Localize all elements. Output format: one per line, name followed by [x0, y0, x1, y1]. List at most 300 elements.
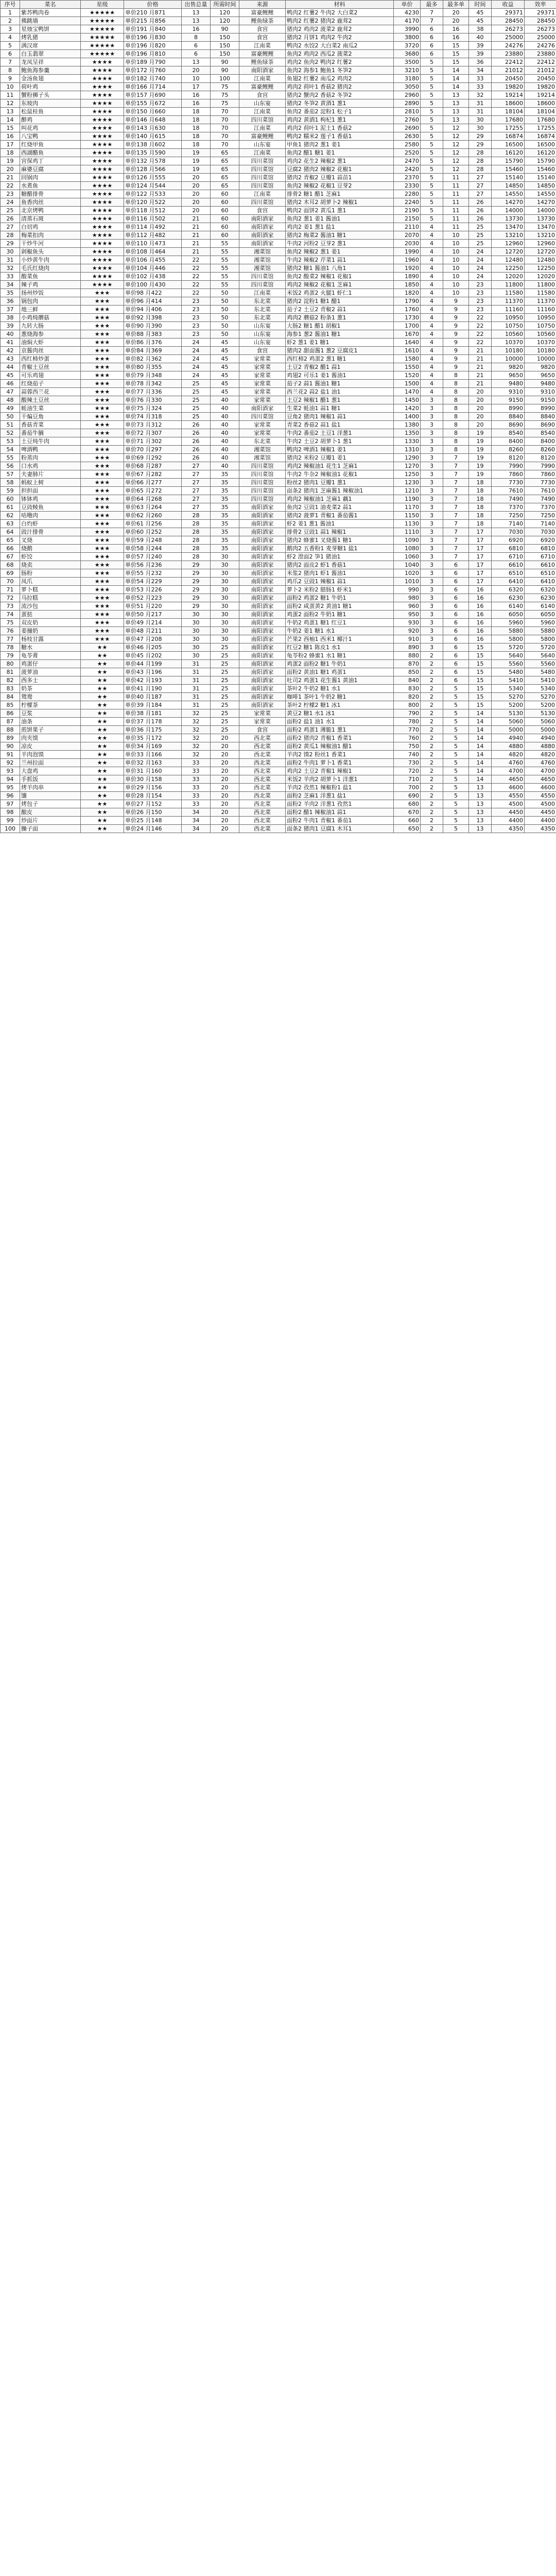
max-cell: 2	[421, 709, 443, 718]
time-cell: 24	[469, 256, 492, 264]
efficiency-cell: 4700	[525, 767, 556, 775]
row-index: 29	[1, 240, 20, 248]
time-cell: 16	[469, 619, 492, 627]
source-cell: 四川菜馆	[239, 116, 286, 124]
unit-cell: 3720	[394, 42, 421, 50]
price-cell: 单价126 月555	[124, 174, 182, 182]
max-cell: 4	[421, 338, 443, 347]
efficiency-cell: 5340	[525, 685, 556, 693]
unit-cell: 1670	[394, 330, 421, 338]
price-cell: 单价64 月268	[124, 495, 182, 503]
time-cell: 24	[469, 264, 492, 273]
row-index: 33	[1, 273, 20, 281]
table-row	[1, 726, 556, 734]
row-index: 66	[1, 545, 20, 553]
income-cell: 4400	[492, 817, 525, 825]
efficiency-cell: 8990	[525, 404, 556, 413]
efficiency-cell: 6610	[525, 561, 556, 569]
income-cell: 15790	[492, 157, 525, 165]
row-index: 36	[1, 297, 20, 306]
efficiency-cell: 5880	[525, 627, 556, 635]
time-cell: 36	[469, 58, 492, 66]
time-cell: 27	[469, 190, 492, 198]
max-cell: 3	[421, 512, 443, 520]
max-order-cell: 16	[443, 33, 469, 42]
dish-name: 兰州拉面	[20, 759, 81, 767]
sales-total: 21	[182, 231, 211, 240]
sales-total: 27	[182, 503, 211, 512]
row-index: 28	[1, 231, 20, 240]
column-header: 价格	[124, 1, 182, 9]
table-row	[1, 437, 556, 446]
star-rating: ★★★	[81, 536, 124, 545]
max-order-cell: 11	[443, 223, 469, 231]
source-cell: 食宫	[239, 347, 286, 355]
unit-cell: 1400	[394, 413, 421, 421]
dish-name: 土豆炖牛肉	[20, 437, 81, 446]
efficiency-cell: 5270	[525, 693, 556, 701]
max-order-cell: 8	[443, 429, 469, 437]
dish-name: 蚂蚁上树	[20, 479, 81, 487]
cook-time: 35	[211, 479, 239, 487]
price-cell: 单价90 月390	[124, 322, 182, 330]
dish-name: 粉蒸肉	[20, 454, 81, 462]
star-rating: ★★★	[81, 437, 124, 446]
materials-cell: 猪肉2 面皮2 虾1 香菇1	[286, 561, 394, 569]
max-order-cell: 6	[443, 586, 469, 594]
unit-cell: 1290	[394, 454, 421, 462]
star-rating: ★★★	[81, 470, 124, 479]
star-rating: ★★★★	[81, 174, 124, 182]
unit-cell: 1350	[394, 429, 421, 437]
income-cell: 5270	[492, 693, 525, 701]
cook-time: 45	[211, 371, 239, 380]
materials-cell: 鱼翅2 红薯2 南瓜2 鸡肉2	[286, 75, 394, 83]
unit-cell: 680	[394, 800, 421, 808]
efficiency-cell: 10180	[525, 347, 556, 355]
price-cell: 单价50 月217	[124, 611, 182, 619]
star-rating: ★★	[81, 726, 124, 734]
efficiency-cell: 15460	[525, 165, 556, 174]
cook-time: 50	[211, 297, 239, 306]
time-cell: 17	[469, 578, 492, 586]
unit-cell: 1090	[394, 536, 421, 545]
time-cell: 23	[469, 289, 492, 297]
max-order-cell: 7	[443, 470, 469, 479]
source-cell: 家常菜	[239, 718, 286, 726]
max-cell: 5	[421, 99, 443, 108]
materials-cell: 吐司2 鸡蛋1 花生酱1 黄油1	[286, 676, 394, 685]
table-row	[1, 306, 556, 314]
materials-cell: 米饭2 鸡蛋2 火腿1 虾仁1	[286, 289, 394, 297]
income-cell: 14270	[492, 198, 525, 207]
income-cell: 14850	[492, 182, 525, 190]
sales-total: 30	[182, 652, 211, 660]
source-cell: 西北菜	[239, 751, 286, 759]
efficiency-cell: 16500	[525, 141, 556, 149]
dish-name: 凉皮	[20, 742, 81, 751]
star-rating: ★★★	[81, 520, 124, 528]
income-cell: 4350	[492, 825, 525, 833]
time-cell: 14	[469, 759, 492, 767]
max-cell: 3	[421, 643, 443, 652]
sales-total: 34	[182, 808, 211, 817]
source-cell: 山东宴	[239, 338, 286, 347]
income-cell: 17255	[492, 124, 525, 132]
unit-cell: 1170	[394, 503, 421, 512]
sales-total: 29	[182, 561, 211, 569]
max-order-cell: 10	[443, 273, 469, 281]
cook-time: 25	[211, 701, 239, 709]
unit-cell: 2370	[394, 174, 421, 182]
max-cell: 3	[421, 462, 443, 470]
source-cell: 南阳酒家	[239, 676, 286, 685]
sales-total: 18	[182, 116, 211, 124]
cook-time: 30	[211, 578, 239, 586]
table-row	[1, 775, 556, 784]
materials-cell: 面粉2 牛肉1 萝卜1 香菜1	[286, 759, 394, 767]
price-cell: 单价118 月512	[124, 207, 182, 215]
source-cell: 西北菜	[239, 775, 286, 784]
dish-name: 咕噜肉	[20, 512, 81, 520]
max-order-cell: 5	[443, 734, 469, 742]
materials-cell: 鸭肉2 糯米2 莲子1 香菇1	[286, 132, 394, 141]
unit-cell: 1330	[394, 437, 421, 446]
row-index: 90	[1, 742, 20, 751]
max-order-cell: 8	[443, 380, 469, 388]
income-cell: 9150	[492, 396, 525, 404]
unit-cell: 980	[394, 594, 421, 602]
income-cell: 8400	[492, 437, 525, 446]
unit-cell: 700	[394, 784, 421, 792]
star-rating: ★★★★	[81, 149, 124, 157]
cook-time: 20	[211, 751, 239, 759]
price-cell: 单价32 月163	[124, 759, 182, 767]
time-cell: 17	[469, 569, 492, 578]
materials-cell: 咖啡1 茶叶1 牛奶2 糖1	[286, 693, 394, 701]
table-row	[1, 734, 556, 742]
dish-name: 佛跳墙	[20, 17, 81, 25]
price-cell: 单价82 月362	[124, 355, 182, 363]
unit-cell: 840	[394, 676, 421, 685]
star-rating: ★★★★★	[81, 9, 124, 17]
max-order-cell: 12	[443, 165, 469, 174]
income-cell: 6230	[492, 594, 525, 602]
time-cell: 28	[469, 165, 492, 174]
star-rating: ★★★	[81, 635, 124, 643]
sales-total: 23	[182, 314, 211, 322]
max-order-cell: 8	[443, 388, 469, 396]
efficiency-cell: 17255	[525, 124, 556, 132]
dish-name: 酿皮	[20, 808, 81, 817]
cook-time: 45	[211, 380, 239, 388]
efficiency-cell: 12960	[525, 240, 556, 248]
unit-cell: 1380	[394, 421, 421, 429]
cook-time: 75	[211, 91, 239, 99]
dish-name: 青椒土豆丝	[20, 363, 81, 371]
star-rating: ★★★★★	[81, 50, 124, 58]
dish-name: 星烛宝鸭饼	[20, 25, 81, 33]
income-cell: 7730	[492, 479, 525, 487]
price-cell: 单价60 月252	[124, 528, 182, 536]
sales-total: 32	[182, 742, 211, 751]
table-row	[1, 215, 556, 223]
table-row	[1, 643, 556, 652]
table-row	[1, 314, 556, 322]
max-order-cell: 6	[443, 594, 469, 602]
efficiency-cell: 14850	[525, 182, 556, 190]
row-index: 49	[1, 404, 20, 413]
row-index: 25	[1, 207, 20, 215]
materials-cell: 排骨2 豆豉1 蒜1 辣椒1	[286, 528, 394, 536]
max-order-cell: 9	[443, 338, 469, 347]
column-header: 收益	[492, 1, 525, 9]
efficiency-cell: 4650	[525, 775, 556, 784]
materials-cell: 面粉2 牛肉1 青椒1 番茄1	[286, 817, 394, 825]
max-order-cell: 7	[443, 462, 469, 470]
income-cell: 20450	[492, 75, 525, 83]
table-row	[1, 421, 556, 429]
row-index: 2	[1, 17, 20, 25]
max-order-cell: 5	[443, 784, 469, 792]
time-cell: 16	[469, 611, 492, 619]
unit-cell: 2150	[394, 215, 421, 223]
materials-cell: 猪肉2 月饼1 鸡肉2 牛肉2	[286, 33, 394, 42]
row-index: 61	[1, 503, 20, 512]
dish-name: 西红柿炒蛋	[20, 355, 81, 363]
cook-time: 150	[211, 33, 239, 42]
price-cell: 单价191 月840	[124, 25, 182, 33]
star-rating: ★★	[81, 767, 124, 775]
efficiency-cell: 6410	[525, 578, 556, 586]
sales-total: 30	[182, 611, 211, 619]
source-cell: 食宫	[239, 25, 286, 33]
max-order-cell: 6	[443, 569, 469, 578]
max-cell: 3	[421, 520, 443, 528]
income-cell: 15460	[492, 165, 525, 174]
star-rating: ★★★	[81, 594, 124, 602]
source-cell: 南阳酒家	[239, 635, 286, 643]
efficiency-cell: 5000	[525, 726, 556, 734]
materials-cell: 鸡蛋2 面粉2 糖1 牛奶1	[286, 660, 394, 668]
income-cell: 9650	[492, 371, 525, 380]
max-cell: 4	[421, 289, 443, 297]
efficiency-cell: 4600	[525, 784, 556, 792]
row-index: 13	[1, 108, 20, 116]
income-cell: 12250	[492, 264, 525, 273]
time-cell: 20	[469, 396, 492, 404]
table-row	[1, 413, 556, 421]
star-rating: ★★★★	[81, 240, 124, 248]
star-rating: ★★★	[81, 446, 124, 454]
income-cell: 18104	[492, 108, 525, 116]
row-index: 38	[1, 314, 20, 322]
star-rating: ★★★	[81, 512, 124, 520]
time-cell: 13	[469, 800, 492, 808]
unit-cell: 720	[394, 767, 421, 775]
row-index: 31	[1, 256, 20, 264]
unit-cell: 1820	[394, 289, 421, 297]
table-row	[1, 9, 556, 17]
column-header: 材料	[286, 1, 394, 9]
dish-name: 八宝鸭	[20, 132, 81, 141]
cook-time: 65	[211, 174, 239, 182]
row-index: 94	[1, 775, 20, 784]
materials-cell: 鸡蛋2 面粉2 牛奶1 糖1	[286, 611, 394, 619]
max-cell: 3	[421, 495, 443, 503]
star-rating: ★★★★	[81, 124, 124, 132]
table-row	[1, 91, 556, 99]
star-rating: ★★	[81, 668, 124, 676]
source-cell: 四川菜馆	[239, 479, 286, 487]
row-index: 37	[1, 306, 20, 314]
sales-total: 20	[182, 174, 211, 182]
price-cell: 单价53 月226	[124, 586, 182, 594]
price-cell: 单价26 月150	[124, 808, 182, 817]
row-index: 77	[1, 635, 20, 643]
unit-cell: 1020	[394, 569, 421, 578]
cook-time: 90	[211, 58, 239, 66]
dish-name: 回锅肉	[20, 174, 81, 182]
efficiency-cell: 19214	[525, 91, 556, 99]
unit-cell: 4170	[394, 17, 421, 25]
materials-cell: 龟苓粉2 蜂蜜1 水1 糖1	[286, 652, 394, 660]
dish-name: 蚝油生菜	[20, 404, 81, 413]
max-order-cell: 11	[443, 215, 469, 223]
row-index: 98	[1, 808, 20, 817]
source-cell: 南阳酒家	[239, 594, 286, 602]
unit-cell: 930	[394, 619, 421, 627]
row-index: 70	[1, 578, 20, 586]
time-cell: 14	[469, 775, 492, 784]
star-rating: ★★★★	[81, 223, 124, 231]
efficiency-cell: 8840	[525, 413, 556, 421]
table-row	[1, 553, 556, 561]
table-row	[1, 495, 556, 503]
sales-total: 18	[182, 108, 211, 116]
source-cell: 南阳酒家	[239, 569, 286, 578]
unit-cell: 830	[394, 685, 421, 693]
unit-cell: 1550	[394, 363, 421, 371]
max-order-cell: 7	[443, 536, 469, 545]
max-order-cell: 7	[443, 553, 469, 561]
time-cell: 17	[469, 536, 492, 545]
table-row	[1, 602, 556, 611]
time-cell: 22	[469, 314, 492, 322]
income-cell: 5340	[492, 685, 525, 693]
materials-cell: 鸡肉2 荷叶1 香菇2 猪肉2	[286, 83, 394, 91]
price-cell: 单价37 月178	[124, 718, 182, 726]
max-order-cell: 10	[443, 256, 469, 264]
unit-cell: 1010	[394, 578, 421, 586]
time-cell: 14	[469, 742, 492, 751]
dish-name: 豉汁排骨	[20, 528, 81, 536]
source-cell: 四川菜馆	[239, 487, 286, 495]
sales-total: 16	[182, 25, 211, 33]
price-cell: 单价120 月522	[124, 198, 182, 207]
income-cell: 16120	[492, 149, 525, 157]
efficiency-cell: 11800	[525, 281, 556, 289]
max-order-cell: 12	[443, 149, 469, 157]
time-cell: 23	[469, 306, 492, 314]
unit-cell: 1270	[394, 462, 421, 470]
table-row	[1, 132, 556, 141]
star-rating: ★★★★★	[81, 25, 124, 33]
materials-cell: 海参1 葱2 酱油1 糖1	[286, 330, 394, 338]
max-order-cell: 8	[443, 371, 469, 380]
materials-cell: 鹅肉2 五香粉1 麦芽糖1 盐1	[286, 545, 394, 553]
star-rating: ★★★	[81, 454, 124, 462]
table-row	[1, 330, 556, 338]
table-row	[1, 33, 556, 42]
table-row	[1, 487, 556, 495]
sales-total: 29	[182, 578, 211, 586]
time-cell: 15	[469, 685, 492, 693]
materials-cell: 西红柿2 鸡蛋2 葱1 糖1	[286, 355, 394, 363]
row-index: 22	[1, 182, 20, 190]
sales-total: 25	[182, 404, 211, 413]
income-cell: 4450	[492, 808, 525, 817]
max-cell: 2	[421, 800, 443, 808]
time-cell: 39	[469, 42, 492, 50]
price-cell: 单价135 月590	[124, 149, 182, 157]
materials-cell: 猪肉2 梅菜2 酱油1 糖1	[286, 231, 394, 240]
max-order-cell: 9	[443, 347, 469, 355]
table-row	[1, 454, 556, 462]
unit-cell: 1470	[394, 388, 421, 396]
efficiency-cell: 6510	[525, 569, 556, 578]
dish-name: 西多士	[20, 676, 81, 685]
cook-time: 25	[211, 676, 239, 685]
source-cell: 南阳酒家	[239, 586, 286, 594]
cook-time: 55	[211, 240, 239, 248]
star-rating: ★★★	[81, 561, 124, 569]
price-cell: 单价112 月482	[124, 231, 182, 240]
max-cell: 4	[421, 363, 443, 371]
price-cell: 单价104 月446	[124, 264, 182, 273]
max-order-cell: 6	[443, 668, 469, 676]
cook-time: 25	[211, 668, 239, 676]
materials-cell: 羊肉2 馍2 粉丝1 香菜1	[286, 751, 394, 759]
max-order-cell: 7	[443, 495, 469, 503]
dish-name: 鱼香肉丝	[20, 198, 81, 207]
source-cell: 西北菜	[239, 825, 286, 833]
unit-cell: 1960	[394, 256, 421, 264]
max-order-cell: 5	[443, 800, 469, 808]
dish-name: 葱烧海参	[20, 330, 81, 338]
table-body	[1, 9, 556, 833]
price-cell: 单价45 月202	[124, 652, 182, 660]
income-cell: 10370	[492, 338, 525, 347]
time-cell: 30	[469, 124, 492, 132]
income-cell: 16874	[492, 132, 525, 141]
star-rating: ★★	[81, 775, 124, 784]
efficiency-cell: 7490	[525, 495, 556, 503]
price-cell: 单价48 月211	[124, 627, 182, 635]
max-cell: 3	[421, 503, 443, 512]
row-index: 96	[1, 792, 20, 800]
time-cell: 21	[469, 371, 492, 380]
efficiency-cell: 5200	[525, 701, 556, 709]
star-rating: ★★	[81, 742, 124, 751]
cook-time: 70	[211, 124, 239, 132]
price-cell: 单价46 月205	[124, 643, 182, 652]
sales-total: 19	[182, 165, 211, 174]
materials-cell: 甲鱼1 猪肉2 葱1 姜1	[286, 141, 394, 149]
sales-total: 18	[182, 141, 211, 149]
unit-cell: 3050	[394, 83, 421, 91]
star-rating: ★★★★★	[81, 33, 124, 42]
